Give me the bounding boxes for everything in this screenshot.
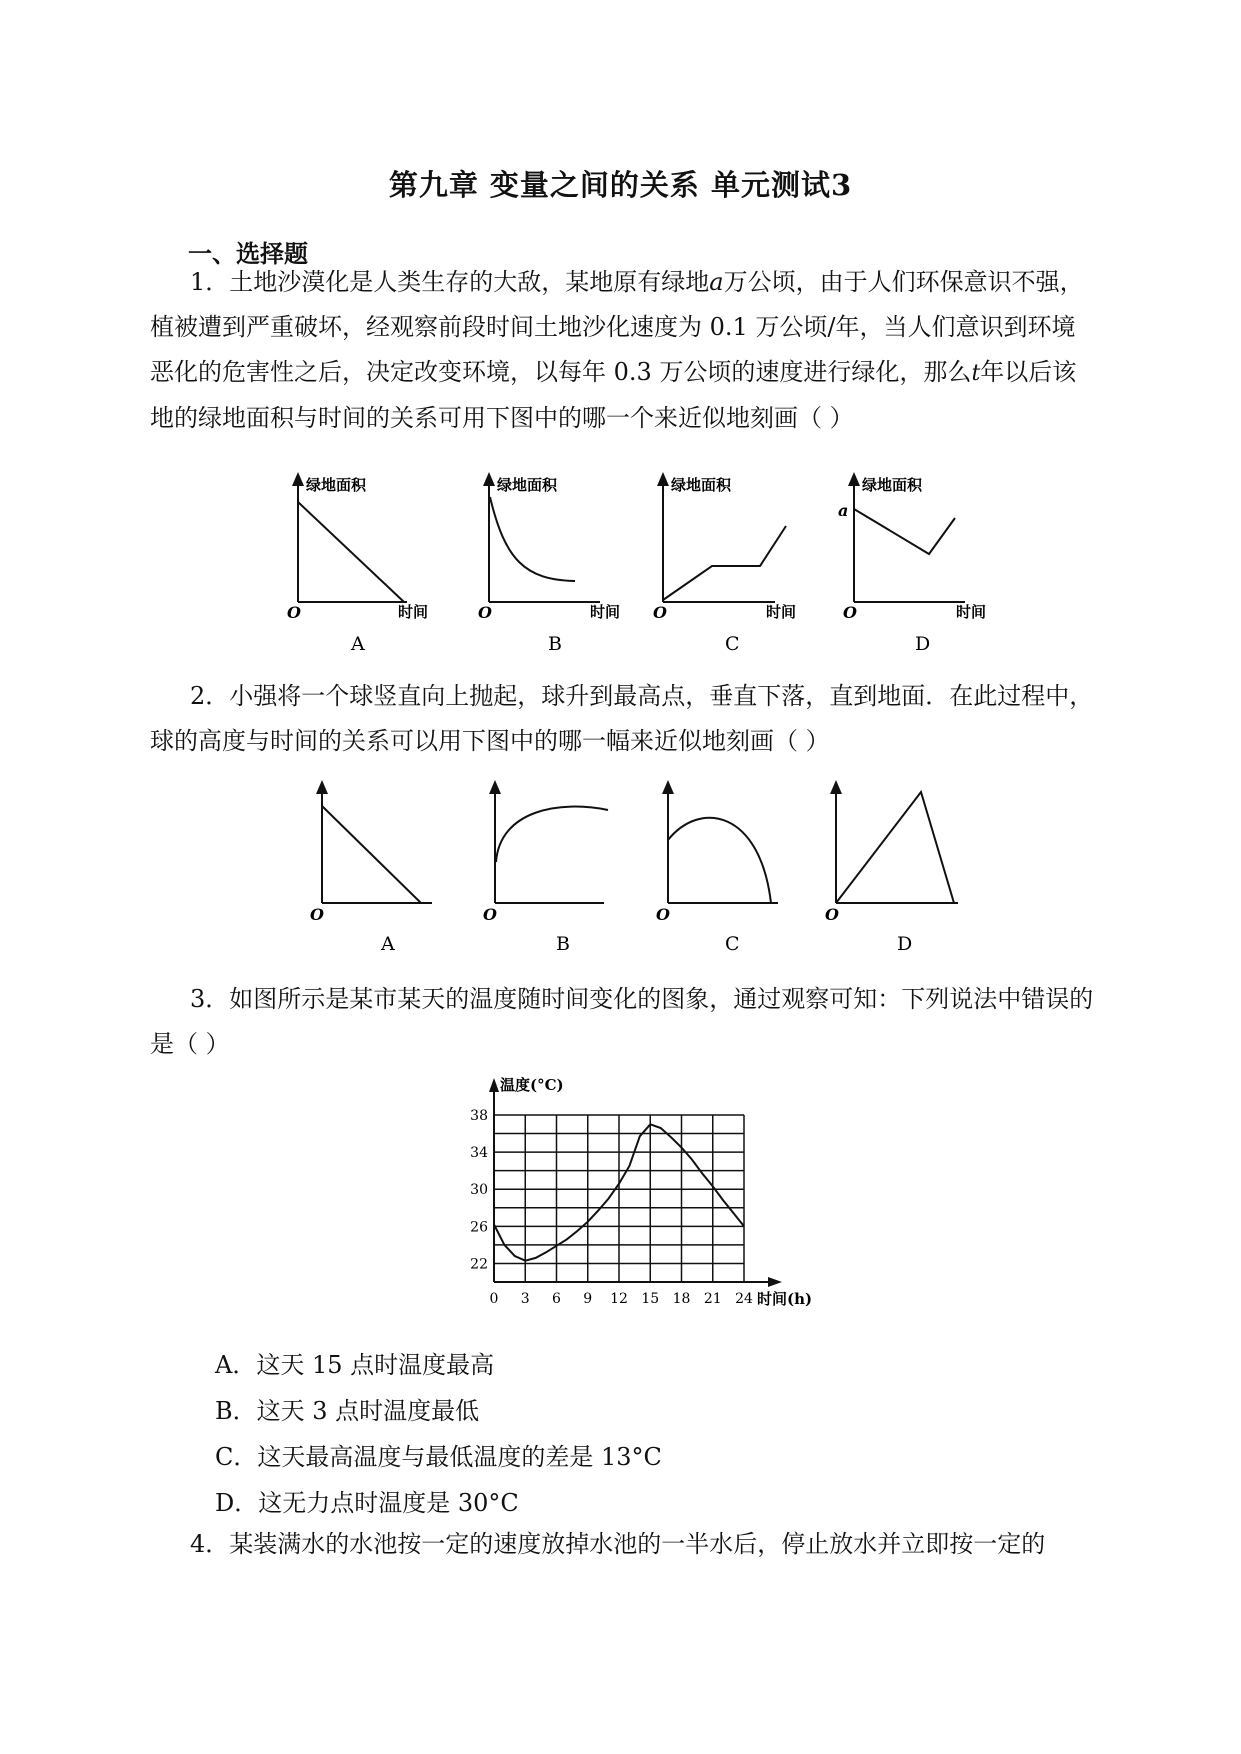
q1-d-curve xyxy=(854,509,955,554)
q1-a-curve xyxy=(298,502,404,602)
chart-ylabel: 温度(°C) xyxy=(500,1076,564,1094)
x-tick-label: 9 xyxy=(583,1291,593,1307)
q1-d-ylabel: 绿地面积 xyxy=(862,476,923,494)
q1-c-curve xyxy=(663,526,786,600)
q2-b-origin: O xyxy=(483,905,497,924)
x-tick-label: 0 xyxy=(489,1291,499,1307)
q1-d-caption: D xyxy=(915,633,931,655)
q3-option-a: A．这天 15 点时温度最高 xyxy=(215,1351,495,1379)
q1-graph-d xyxy=(838,472,986,655)
q3-option-d: D．这无力点时温度是 30°C xyxy=(215,1489,519,1517)
q2-d-origin: O xyxy=(825,905,839,924)
question-4: 4．某装满水的水池按一定的速度放掉水池的一半水后，停止放水并立即按一定的 xyxy=(190,1530,1046,1558)
q1-d-xlabel: 时间 xyxy=(956,603,987,621)
q3-option-b: B．这天 3 点时温度最低 xyxy=(215,1397,480,1425)
q1-graph-b xyxy=(478,472,620,655)
q2-d-caption: D xyxy=(897,933,913,955)
q2-b-caption: B xyxy=(556,933,570,955)
x-tick-label: 6 xyxy=(552,1291,561,1307)
q1-text-part1: 土地沙漠化是人类生存的大敌，某地原有绿地 xyxy=(229,268,710,296)
q1-text-part2: 万公顷，由于人们环保意识不强，植被遭到严重破坏，经观察前段时间土地沙化速度为 0.1 万公顷/年，当人们意识到环境恶化的危害性之后，决定改变环境，以每年 0.3 万公顷的速度进行绿化，那么 xyxy=(150,268,1084,386)
q1-graph-a xyxy=(287,472,428,655)
q1-b-xlabel: 时间 xyxy=(590,603,621,621)
q2-graph-a xyxy=(310,780,432,955)
q2-graph-d xyxy=(825,780,958,955)
q2-c-curve xyxy=(668,818,771,903)
question-3: 3．如图所示是某市某天的温度随时间变化的图象，通过观察可知：下列说法中错误的是（ ） xyxy=(150,985,1094,1058)
q1-b-ylabel: 绿地面积 xyxy=(497,476,558,494)
x-tick-label: 12 xyxy=(610,1291,628,1307)
q1-b-curve xyxy=(490,497,575,581)
q1-variable-t: t xyxy=(971,361,981,386)
q3-option-c: C．这天最高温度与最低温度的差是 13°C xyxy=(215,1443,662,1471)
q1-d-origin: O xyxy=(843,603,857,622)
question-1 xyxy=(150,260,1095,441)
section-heading: 一、选择题 xyxy=(188,239,308,268)
q2-b-curve xyxy=(496,807,608,862)
q2-a-caption: A xyxy=(381,933,395,955)
page-title: 第九章 变量之间的关系 单元测试3 xyxy=(388,168,853,202)
temperature-chart xyxy=(0,1070,1241,1320)
q1-a-origin: O xyxy=(287,603,301,622)
y-tick-label: 34 xyxy=(470,1145,488,1162)
x-tick-label: 18 xyxy=(672,1291,691,1307)
x-tick-label: 15 xyxy=(641,1291,660,1307)
q1-text-part3: 年以后该地的绿地面积与时间的关系可用下图中的哪一个来近似地刻画（ ） xyxy=(150,358,1077,432)
y-tick-label: 38 xyxy=(470,1108,488,1124)
q1-graph-c xyxy=(653,472,796,655)
y-tick-label: 30 xyxy=(470,1182,488,1199)
q1-number: 1． xyxy=(190,268,230,296)
q1-d-a-label: a xyxy=(838,501,849,520)
chart-xlabel: 时间(h) xyxy=(757,1290,813,1308)
q1-a-ylabel: 绿地面积 xyxy=(306,476,367,494)
question-2: 2．小强将一个球竖直向上抛起，球升到最高点，垂直下落，直到地面．在此过程中，球的高度与时间的关系可以用下图中的哪一幅来近似地刻画（ ） xyxy=(150,682,1094,755)
x-tick-label: 24 xyxy=(735,1291,753,1307)
q1-c-xlabel: 时间 xyxy=(766,603,797,621)
q2-c-origin: O xyxy=(656,905,670,924)
x-tick-label: 21 xyxy=(703,1291,722,1307)
q1-c-ylabel: 绿地面积 xyxy=(671,476,732,494)
q1-graphs xyxy=(0,470,1241,670)
q2-graph-c xyxy=(656,780,778,955)
y-tick-label: 22 xyxy=(470,1256,488,1273)
q1-c-caption: C xyxy=(725,633,740,655)
q1-c-origin: O xyxy=(653,603,667,622)
q2-d-curve xyxy=(836,792,954,903)
q2-graphs xyxy=(0,770,1241,960)
q1-a-xlabel: 时间 xyxy=(398,603,429,621)
y-tick-label: 26 xyxy=(470,1219,488,1236)
q1-b-caption: B xyxy=(548,633,562,655)
q2-c-caption: C xyxy=(725,933,740,955)
q1-a-caption: A xyxy=(351,633,365,655)
q2-a-curve xyxy=(322,806,421,903)
x-tick-label: 3 xyxy=(520,1291,530,1307)
q1-b-origin: O xyxy=(478,603,492,622)
q1-variable-a: a xyxy=(709,268,724,296)
q2-graph-b xyxy=(483,780,608,955)
q2-a-origin: O xyxy=(310,905,324,924)
